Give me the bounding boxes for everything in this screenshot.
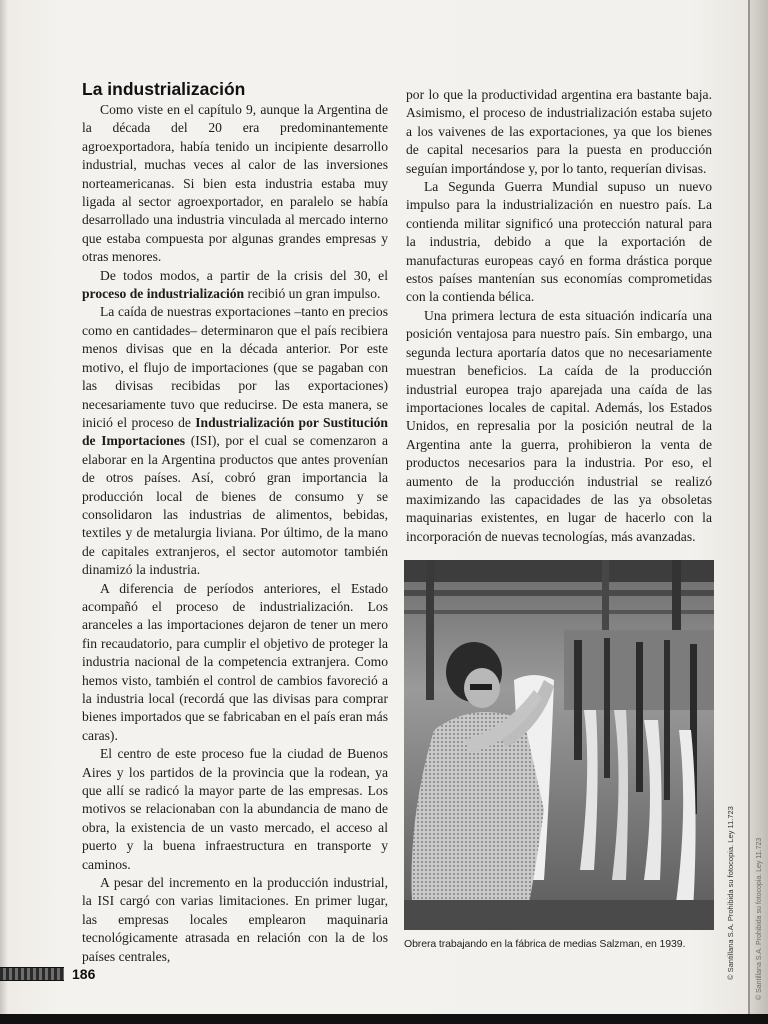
copyright-notice-adjacent: © Santillana S.A. Prohibida su fotocopia. Ley 11.723 [756, 837, 763, 1000]
paragraph [82, 745, 388, 874]
paragraph [406, 86, 712, 178]
left-column-body [82, 101, 388, 966]
copyright-notice: © Santillana S.A. Prohibida su fotocopia. Ley 11.723 [726, 806, 735, 980]
page-number: 186 [72, 966, 96, 982]
factory-worker-photo-illustration [404, 560, 714, 930]
right-column-body [406, 86, 712, 546]
factory-worker-photo [404, 560, 714, 930]
scan-bottom-edge [0, 1014, 768, 1024]
page-left-shadow [0, 0, 8, 1024]
text-run: Como viste en el capítulo 9, aunque la Argentina de la década del 20 era predominantemente agroexportadora, había tenido un incipiente desarrollo industrial, muchas veces al calor de las inversiones norteamericanas. Si bien esta industria estaba muy ligada al sector agroexportador, en paralelo se había desarrollado una industria vinculada al mercado interno que estaba compuesta por algunas grandes empresas y otras menores. [82, 102, 388, 265]
folio-bar-decoration [0, 967, 64, 981]
paragraph [82, 267, 388, 304]
paragraph [82, 101, 388, 267]
text-run: A diferencia de períodos anteriores, el Estado acompañó el proceso de industrialización. Los aranceles a las importaciones dejaron de tener un mero fin recaudatorio, para cumplir el objetivo de proteger la industria nacional de la competencia extranjera. Como hemos visto, también el control de cambios favoreció a la industria local (recordá que las divisas para comprar bienes importados que se fabricaban en el país eran más caras). [82, 580, 388, 743]
paragraph [406, 178, 712, 307]
text-run: por lo que la productividad argentina era bastante baja. Asimismo, el proceso de industrialización estaba sujeto a los vaivenes de las exportaciones, ya que los bienes de capital necesarios para la puesta en producción seguían importándose y, por lo tanto, requerían divisas. [406, 87, 712, 176]
text-run: El centro de este proceso fue la ciudad de Buenos Aires y los partidos de la provincia que la rodean, ya que allí se radicó la mayor parte de las empresas. Los motivos se relacionaban con la abundancia de mano de obra, la existencia de un vasto mercado, el acceso al puerto y la buena infraestructura en transporte y caminos. [82, 746, 388, 872]
text-run: La caída de nuestras exportaciones –tanto en precios como en cantidades– determinaron que el país recibiera menos divisas que en la década anterior. Por este motivo, el flujo de importaciones (que se pagaban con las divisas recibidas por las exportaciones) necesariamente tuvo que reducirse. De esta manera, se inició el proceso de [82, 304, 388, 430]
bold-term: proceso de industrialización [82, 286, 245, 302]
text-run: Una primera lectura de esta situación indicaría una posición ventajosa para nuestro país. Sin embargo, una segunda lectura aportaría datos que no necesariamente muestran beneficios. La caída de la producción industrial europea trajo aparejada una caída de las importaciones locales de capital. Además, los Estados Unidos, en represalia por la posición neutral de la Argentina ante la guerra, prohibieron la venta de productos necesarios para la industria. Por eso, el aumento de la producción industrial se realizó maximizando las capacidades de las ya obsoletas maquinarias existentes, en lugar de hacerlo con la incorporación de nuevas tecnologías, más avanzadas. [406, 307, 712, 544]
photo-caption: Obrera trabajando en la fábrica de medias Salzman, en 1939. [404, 938, 686, 950]
text-run: A pesar del incremento en la producción industrial, la ISI cargó con varias limitaciones. En primer lugar, las empresas locales emplearon maquinaria tecnológicamente atrasada en relación con la de los países centrales, [82, 875, 388, 964]
text-run: La Segunda Guerra Mundial supuso un nuevo impulso para la industrialización en nuestro país. La contienda militar significó una protección natural para la industria, debido a que la exportación de manufacturas europeas cayó en forma drástica porque estos países mantenían sus economías comprometidas con la contienda bélica. [406, 179, 712, 305]
bold-term: Industrialización por Sustitución de Importaciones [82, 414, 388, 449]
paragraph [82, 580, 388, 746]
text-run: recibió un gran impulso. [244, 286, 381, 302]
text-run: De todos modos, a partir de la crisis del 30, el [100, 267, 388, 283]
right-column [406, 86, 712, 546]
text-run: (ISI), por el cual se comenzaron a elaborar en la Argentina productos que antes provenían de otros países. Así, cobró gran importancia la producción local de bienes de consumo y se consolidaron las industrias de alimentos, bebidas, textiles y de metalurgia liviana. Por último, de la mano de capitales extranjeros, el sector automotor también dinamizó la industria. [82, 433, 388, 578]
section-heading: La industrialización [82, 79, 246, 99]
left-column [82, 78, 388, 966]
paragraph [82, 874, 388, 966]
page-folio [0, 964, 95, 984]
paragraph [406, 307, 712, 546]
paragraph [82, 303, 388, 579]
